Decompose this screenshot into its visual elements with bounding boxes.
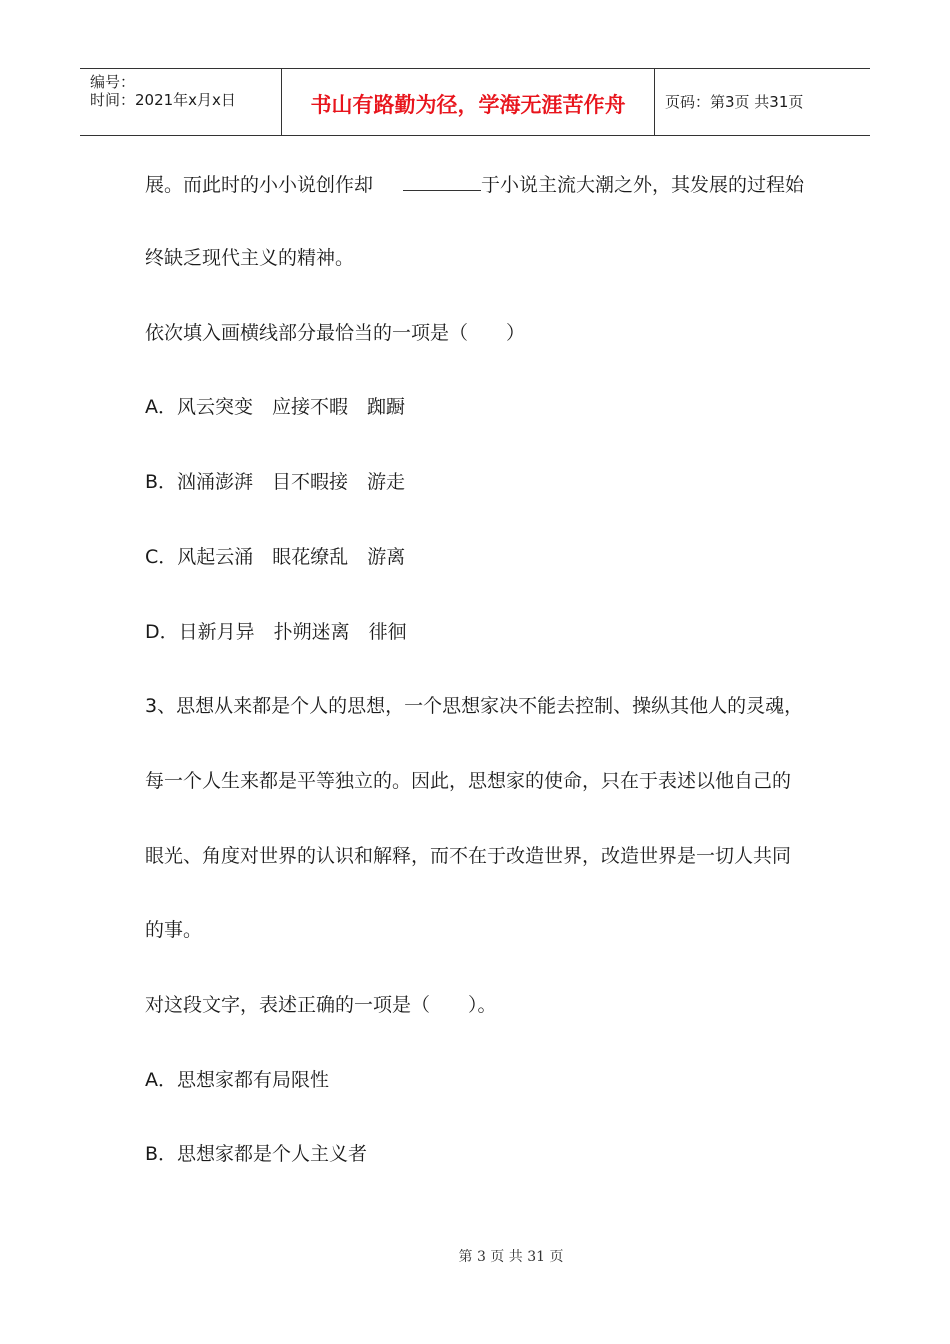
passage-line-3: 眼光、角度对世界的认识和解释，而不在于改造世界，改造世界是一切人共同 [145,845,792,867]
page-footer: 第 3 页 共 31 页 [458,1249,564,1265]
code-label: 编号： [90,73,136,91]
text-line-2: 终缺乏现代主义的精神。 [145,247,355,269]
page-header [80,68,870,136]
header-middle-cell [281,69,655,135]
text-line-1 [145,170,804,198]
passage-line-4: 的事。 [145,919,203,941]
header-left-cell [80,69,281,135]
option-d-1: D．日新月异 扑朔迷离 徘徊 [145,621,407,643]
option-b-1: B．汹涌澎湃 目不暇接 游走 [145,471,406,493]
date-label: 时间：2021年x月x日 [90,91,236,109]
motto: 书山有路勤为径，学海无涯苦作舟 [310,92,626,117]
header-right-cell [655,69,870,135]
passage-line-2: 每一个人生来都是平等独立的。因此，思想家的使命，只在于表述以他自己的 [145,770,792,792]
option-a-2: A．思想家都有局限性 [145,1069,329,1091]
option-b-2: B．思想家都是个人主义者 [145,1143,368,1165]
option-c-1: C．风起云涌 眼花缭乱 游离 [145,546,406,568]
passage-line-1: 3、思想从来都是个人的思想，一个思想家决不能去控制、操纵其他人的灵魂， [145,695,804,717]
fill-in-blank [403,170,481,191]
page-info: 页码：第3页 共31页 [665,93,804,111]
option-a-1: A．风云突变 应接不暇 踟蹰 [145,396,405,418]
question-prompt-1: 依次填入画横线部分最恰当的一项是（ ） [145,322,526,344]
text-line-1-part-a: 展。而此时的小小说创作却 [145,174,374,196]
text-line-1-part-b: 于小说主流大潮之外，其发展的过程始 [481,174,805,196]
question-prompt-2: 对这段文字，表述正确的一项是（ ）。 [145,994,497,1016]
